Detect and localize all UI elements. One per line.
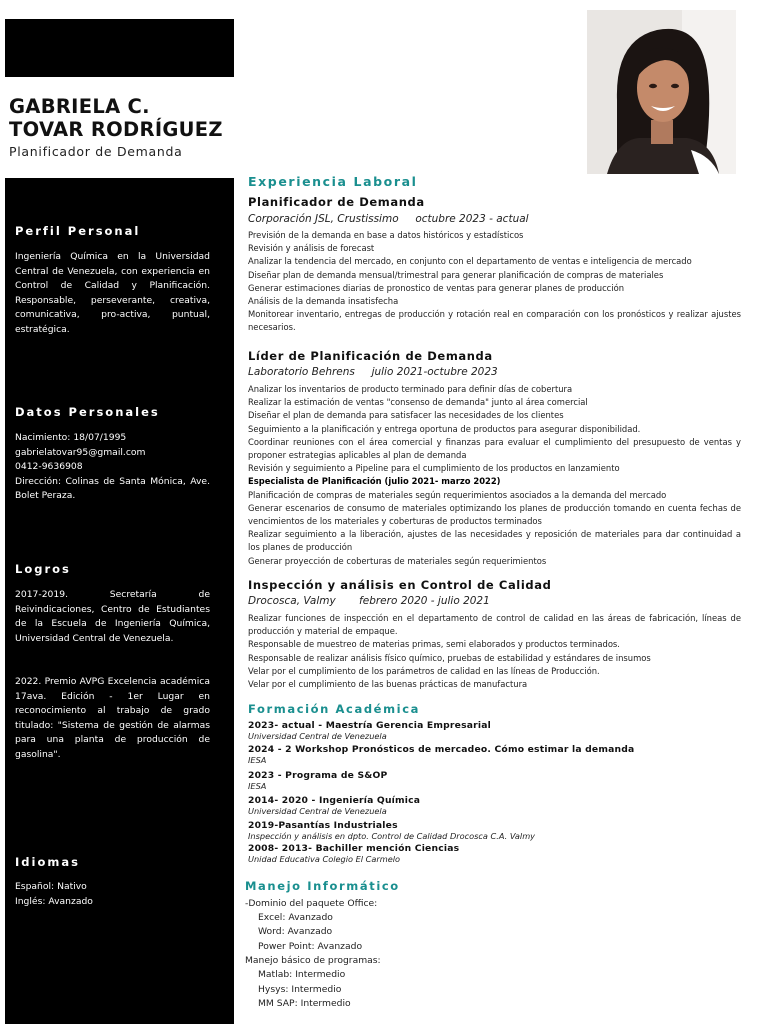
job-2-subrole-duty: Generar proyección de coberturas de materiales según requerimientos: [248, 555, 547, 566]
job-2-duty: Revisión y seguimiento a Pipeline para el cumplimiento de los productos en lanzamiento: [248, 463, 620, 474]
education-item-title: 2019-Pasantías Industriales: [248, 820, 398, 831]
job-2-title: Líder de Planificación de Demanda: [248, 349, 493, 363]
education-item-institution: Inspección y análisis en dpto. Control de Calidad Drocosca C.A. Valmy: [248, 831, 536, 841]
job-subtitle: Planificador de Demanda: [9, 144, 183, 159]
education-item: [248, 820, 738, 841]
job-1-duty: Previsión de la demanda en base a datos históricos y estadísticos: [248, 230, 524, 240]
education-item-title: 2008- 2013- Bachiller mención Ciencias: [248, 843, 460, 854]
perfil-title: Perfil Personal: [15, 224, 141, 238]
job-2-duty: Realizar la estimación de ventas "consenso de demanda" junto al área comercial: [248, 397, 588, 408]
job-1-title: Planificador de Demanda: [248, 195, 425, 209]
education-item: [248, 744, 738, 765]
datos-phone: 0412-9636908: [15, 461, 83, 472]
experience-section-title: Experiencia Laboral: [248, 174, 418, 189]
job-3-duties: [248, 612, 741, 691]
job-2-company: Laboratorio Behrens julio 2021-octubre 2023: [248, 366, 498, 378]
candidate-name: [9, 95, 223, 141]
job-2-subrole-duty: Planificación de compras de materiales según requerimientos asociados a la demanda del mercado: [248, 489, 667, 500]
job-2-duty: Seguimiento a la planificación y entrega oportuna de productos para asegurar disponibilidad.: [248, 423, 641, 434]
it-skill-hysys: Hysys: Intermedio: [258, 984, 342, 995]
job-2-duty: Coordinar reuniones con el área comercial y finanzas para evaluar el cumplimiento del presupuesto de ventas y proponer estrategias aplicables al plan de demanda: [248, 436, 741, 461]
education-item-institution: Universidad Central de Venezuela: [248, 731, 387, 741]
job-2-subrole-title: Especialista de Planificación (julio 2021- marzo 2022): [248, 476, 501, 487]
it-skill-word: Word: Avanzado: [258, 926, 333, 937]
education-section-title: Formación Académica: [248, 702, 420, 716]
job-3-duty: Realizar funciones de inspección en el departamento de control de calidad en las áreas de fabricación, líneas de producción y material de empaque.: [248, 613, 741, 637]
education-item-title: 2014- 2020 - Ingeniería Química: [248, 795, 421, 806]
education-item-title: 2023- actual - Maestría Gerencia Empresarial: [248, 720, 491, 731]
job-2-duty: Diseñar el plan de demanda para satisfacer las necesidades de los clientes: [248, 410, 564, 421]
datos-birth: Nacimiento: 18/07/1995: [15, 432, 127, 443]
it-section-title: Manejo Informático: [245, 879, 400, 893]
job-2-subrole-duty: Realizar seguimiento a la liberación, ajustes de las necesidades y reposición de materiales para dar continuidad a los planes de producción: [248, 529, 741, 553]
job-3-duty: Velar por el cumplimiento de los parámetros de calidad en las líneas de Producción.: [248, 665, 600, 676]
job-1-duties: [248, 229, 741, 335]
job-3-duty: Velar por el cumplimiento de las buenas prácticas de manufactura: [248, 679, 528, 690]
job-1-duty: Analizar la tendencia del mercado, en conjunto con el departamento de ventas e inteligencia de mercado: [248, 256, 692, 267]
logros-item-2: 2022. Premio AVPG Excelencia académica 17ava. Edición - 1er Lugar en reconocimiento al trabajo de grado titulado: "Sistema de gestión de alarmas para una planta de producción de gasolina".: [15, 676, 210, 760]
datos-title: Datos Personales: [15, 405, 160, 419]
idiomas-title: Idiomas: [15, 855, 80, 869]
idioma-ingles: Inglés: Avanzado: [15, 895, 93, 907]
profile-photo: [587, 10, 736, 174]
job-1-duty: Revisión y análisis de forecast: [248, 243, 375, 254]
idioma-espanol: Español: Nativo: [15, 881, 87, 892]
job-2-duties: [248, 383, 741, 568]
perfil-text: Ingeniería Química en la Universidad Central de Venezuela, con experiencia en Control de Calidad y Planificación. Responsable, perseverante, creativa, comunicativa, pro-activa, puntual, estratégica.: [15, 251, 210, 335]
name-line-1: GABRIELA C.: [9, 95, 150, 118]
idiomas-list: [15, 880, 210, 909]
job-1-duty: Generar estimaciones diarias de pronostico de ventas para generar planes de producción: [248, 282, 625, 293]
education-item-institution: Unidad Educativa Colegio El Carmelo: [248, 854, 401, 864]
logros-item-1: 2017-2019. Secretaría de Reivindicaciones, Centro de Estudiantes de la Escuela de Ingeniería Química, Universidad Central de Venezuela.: [15, 589, 210, 644]
education-item: [248, 770, 738, 791]
it-programs-heading: Manejo básico de programas:: [245, 955, 381, 966]
datos-email: gabrielatovar95@gmail.com: [15, 446, 146, 458]
job-3-duty: Responsable de muestreo de materias primas, semi elaborados y productos terminados.: [248, 639, 620, 650]
job-2-duty: Analizar los inventarios de producto terminado para definir días de cobertura: [248, 384, 573, 394]
datos-list: [15, 431, 210, 504]
job-1-duty: Diseñar plan de demanda mensual/trimestral para generar planificación de compras de materiales: [248, 269, 664, 280]
job-1-duty: Monitorear inventario, entregas de producción y rotación real en comparación con los pronósticos y realizar ajustes necesarios.: [248, 309, 741, 333]
portrait-illustration: [587, 10, 736, 174]
sidebar: [5, 178, 234, 1024]
education-item-institution: IESA: [248, 781, 267, 791]
education-item: [248, 843, 738, 864]
education-item-title: 2023 - Programa de S&OP: [248, 770, 388, 781]
education-item: [248, 720, 738, 741]
education-item-institution: IESA: [248, 755, 267, 765]
education-item-title: 2024 - 2 Workshop Pronósticos de mercadeo. Cómo estimar la demanda: [248, 744, 635, 755]
datos-address: Dirección: Colinas de Santa Mónica, Ave. Bolet Peraza.: [15, 475, 210, 501]
job-1-company: Corporación JSL, Crustissimo octubre 2023 - actual: [248, 213, 529, 225]
it-skill-matlab: Matlab: Intermedio: [258, 969, 346, 980]
header-black-banner: [5, 19, 234, 77]
job-3-duty: Responsable de realizar análisis físico químico, pruebas de estabilidad y estándares de insumos: [248, 652, 651, 663]
it-skill-sap: MM SAP: Intermedio: [258, 998, 351, 1009]
it-skill-powerpoint: Power Point: Avanzado: [258, 941, 363, 952]
education-item-institution: Universidad Central de Venezuela: [248, 806, 387, 816]
job-3-title: Inspección y análisis en Control de Calidad: [248, 578, 552, 592]
it-skill-excel: Excel: Avanzado: [258, 912, 333, 923]
logros-title: Logros: [15, 562, 71, 576]
it-office-heading: -Dominio del paquete Office:: [245, 898, 378, 909]
job-1-duty: Análisis de la demanda insatisfecha: [248, 296, 399, 307]
name-line-2: TOVAR RODRÍGUEZ: [9, 118, 223, 141]
job-2-subrole-duty: Generar escenarios de consumo de materiales optimizando los planes de producción tomando en cuenta fechas de vencimientos de los materiales y coberturas de productos terminados: [248, 502, 741, 527]
job-3-company: Drocosca, Valmy febrero 2020 - julio 2021: [248, 595, 490, 607]
education-item: [248, 795, 738, 816]
